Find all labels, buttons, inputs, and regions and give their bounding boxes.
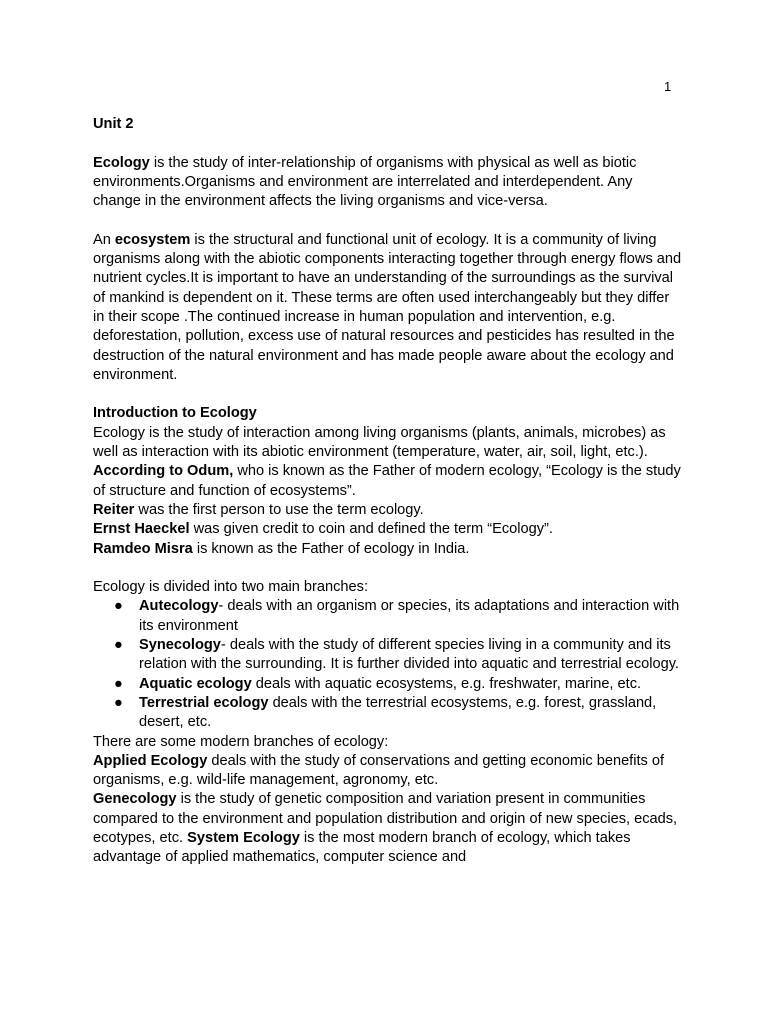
misra-statement-text: is known as the Father of ecology in India. [192,540,470,557]
modern-branches-intro: There are some modern branches of ecology: [93,733,389,750]
introduction-definition: Ecology is the study of interaction among living organisms (plants, animals, microbes) as well as interaction with its abiotic environment (temperature, water, air, soil, light, etc.). [93,424,666,461]
section-heading-introduction [93,404,683,423]
list-item-text: deals with aquatic ecosystems, e.g. freshwater, marine, etc. [251,675,642,692]
applied-ecology-paragraph [93,752,683,791]
page-number: 1 [664,79,672,94]
bullet-icon: ● [114,598,123,615]
document-body [93,115,683,868]
paragraph-spacer [93,211,683,230]
term-ecology: Ecology [93,154,150,171]
list-item [93,675,683,694]
unit-title [93,115,683,134]
genecology-paragraph [93,790,683,867]
applied-ecology-text: deals with the study of conservations and getting economic benefits of organisms, e.g. wild-life management, agronomy, etc. [93,752,665,789]
paragraph-spacer [93,134,683,153]
term-applied-ecology: Applied Ecology [93,752,208,769]
term-misra: Ramdeo Misra [93,540,193,557]
term-system-ecology: System Ecology [187,829,300,846]
paragraph-ecosystem-text: is the structural and functional unit of ecology. It is a community of living organisms along with the abiotic components interacting together through energy flows and nutrient cycles.It is important to have an understanding of the surroundings as the survival of mankind is dependent on it. These terms are often used interchangeably but they differ in their scope .The continued increase in human population and intervention, e.g. deforestation, pollution, excess use of natural resources and pesticides has resulted in the destruction of the natural environment and has made people aware about the ecology and environment. [93,231,682,383]
list-item-text: deals with the terrestrial ecosystems, e.g. forest, grassland, desert, etc. [139,694,657,731]
term-ecosystem: ecosystem [114,231,191,248]
paragraph-ecology-text: is the study of inter-relationship of organisms with physical as well as biotic environments.Organisms and environment are interrelated and interdependent. Any change in the environment affects the living organisms and vice-versa. [93,154,637,210]
bullet-icon: ● [114,675,123,692]
list-item [93,597,683,636]
list-item-term: Terrestrial ecology [139,694,269,711]
section-heading-text: Introduction to Ecology [93,405,257,422]
branches-list [93,597,683,732]
paragraph-ecosystem [93,231,683,385]
list-item-term: Autecology [139,598,219,615]
term-haeckel: Ernst Haeckel [93,521,190,538]
term-genecology: Genecology [93,791,177,808]
reiter-statement-text: was the first person to use the term ecology. [134,501,424,518]
term-reiter: Reiter [93,501,135,518]
paragraph-ecology [93,154,683,212]
reiter-statement [93,501,683,520]
system-ecology-text: is the most modern branch of ecology, which takes advantage of applied mathematics, computer science and [93,829,631,866]
list-item-term: Aquatic ecology [139,675,252,692]
bullet-icon: ● [114,637,123,654]
branches-intro: Ecology is divided into two main branches: [93,579,368,596]
odum-statement-text: who is known as the Father of modern ecology, “Ecology is the study of structure and function of ecosystems”. [93,463,681,499]
genecology-text: is the study of genetic composition and variation present in communities compared to the environment and population distribution and origin of new species, ecads, ecotypes, etc. [93,791,678,846]
list-item [93,636,683,675]
haeckel-statement [93,520,683,539]
list-item-term: Synecology [139,637,221,654]
list-item-text: - deals with an organism or species, its adaptations and interaction with its environment [139,598,680,634]
odum-statement [93,462,683,501]
paragraph-ecosystem-lead: An [93,231,115,248]
term-odum: According to Odum, [93,463,234,480]
paragraph-spacer [93,559,683,578]
bullet-icon: ● [114,694,123,711]
misra-statement [93,540,683,559]
list-item [93,694,683,733]
paragraph-spacer [93,385,683,404]
unit-title-text: Unit 2 [93,116,134,132]
haeckel-statement-text: was given credit to coin and defined the term “Ecology”. [189,521,553,538]
list-item-text: - deals with the study of different species living in a community and its relation with the surrounding. It is further divided into aquatic and terrestrial ecology. [139,637,679,673]
